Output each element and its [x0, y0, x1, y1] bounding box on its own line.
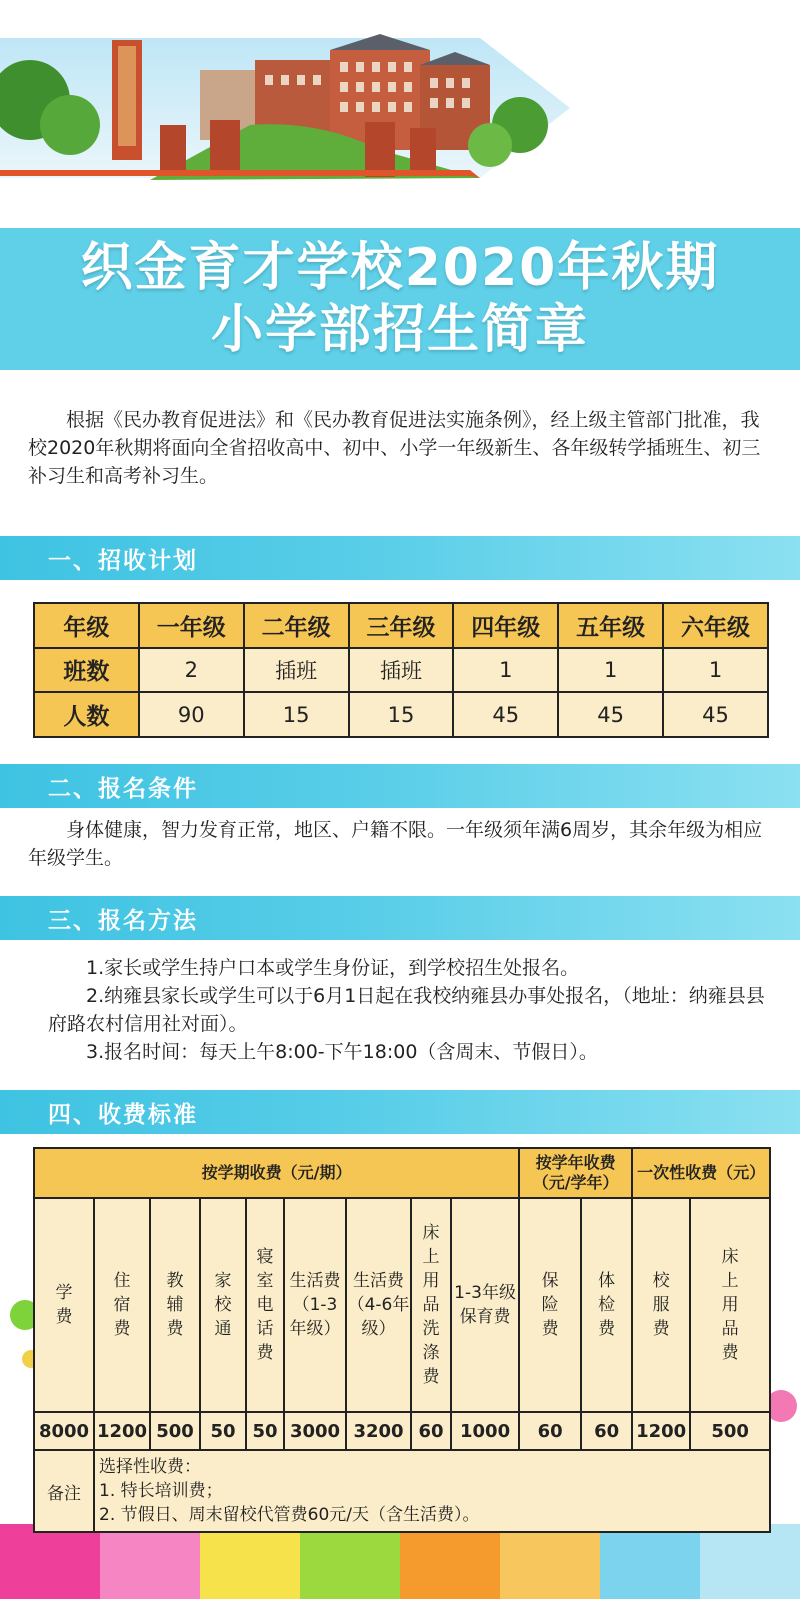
table-cell: 人数: [34, 692, 139, 737]
table-cell: 1: [663, 648, 768, 693]
fee-item-label: 生活费（4-6年级）: [346, 1198, 411, 1412]
section-bar-conditions: [0, 764, 800, 808]
title-band: [0, 228, 800, 370]
fee-item-label: 床上用品费: [721, 1247, 739, 1363]
fee-value: 500: [690, 1412, 770, 1450]
table-row: [34, 692, 768, 737]
fee-note-line: 2. 节假日、周末留校代管费60元/天（含生活费）。: [99, 1505, 480, 1525]
fee-value: 50: [246, 1412, 284, 1450]
fee-item-label: 寝室电话费: [256, 1247, 274, 1363]
fee-note-line: 选择性收费：: [99, 1457, 201, 1477]
fee-group-row: [34, 1148, 770, 1198]
table-cell: 二年级: [244, 603, 349, 648]
section-bar-method: [0, 896, 800, 940]
school-banner-image: [0, 30, 580, 190]
table-cell: 1: [558, 648, 663, 693]
table-cell: 45: [558, 692, 663, 737]
fee-table: [33, 1147, 771, 1533]
stripe: [300, 1524, 400, 1599]
stripe: [600, 1524, 700, 1599]
table-cell: 15: [349, 692, 454, 737]
fee-item-label: 家校通: [214, 1271, 232, 1339]
fee-group-year: 按学年收费（元/学年）: [519, 1148, 632, 1198]
fee-value: 3200: [346, 1412, 411, 1450]
section-title-conditions: 二、报名条件: [48, 775, 198, 802]
page-title-line1: 织金育才学校2020年秋期: [80, 238, 720, 298]
table-cell: 插班: [244, 648, 349, 693]
table-cell: 45: [453, 692, 558, 737]
table-cell: 2: [139, 648, 244, 693]
method-line-2: 2.纳雍县家长或学生可以于6月1日起在我校纳雍县办事处报名，（地址：纳雍县县府路农村信用社对面）。: [48, 985, 765, 1035]
fee-value: 3000: [284, 1412, 346, 1450]
stripe: [400, 1524, 500, 1599]
table-cell: 班数: [34, 648, 139, 693]
table-cell: 插班: [349, 648, 454, 693]
fee-note-label: 备注: [34, 1450, 94, 1532]
table-cell: 四年级: [453, 603, 558, 648]
table-cell: 年级: [34, 603, 139, 648]
fee-value: 500: [150, 1412, 200, 1450]
table-cell: 五年级: [558, 603, 663, 648]
stripe: [500, 1524, 600, 1599]
fee-value-row: [34, 1412, 770, 1450]
method-paragraph: [48, 954, 776, 1066]
conditions-paragraph: [28, 816, 776, 872]
fee-item-label: 保险费: [541, 1271, 559, 1339]
fee-group-once: 一次性收费（元）: [632, 1148, 770, 1198]
table-cell: 15: [244, 692, 349, 737]
table-header-row: [34, 603, 768, 648]
fee-item-label: 校服费: [652, 1271, 670, 1339]
fee-value: 60: [581, 1412, 632, 1450]
method-line-3: 3.报名时间：每天上午8:00-下午18:00（含周末、节假日）。: [86, 1041, 598, 1063]
table-cell: 90: [139, 692, 244, 737]
fee-item-label: 体检费: [598, 1271, 616, 1339]
fee-item-label: 生活费（1-3年级）: [284, 1198, 346, 1412]
stripe: [200, 1524, 300, 1599]
page-title-line2: 小学部招生简章: [210, 300, 589, 360]
enrollment-plan-table: [33, 602, 769, 738]
fee-note-content: [94, 1450, 770, 1532]
fee-value: 60: [411, 1412, 451, 1450]
fee-item-label: 住宿费: [113, 1271, 131, 1339]
section-title-plan: 一、招收计划: [48, 547, 198, 574]
section-title-method: 三、报名方法: [48, 907, 198, 934]
fee-value: 1200: [94, 1412, 150, 1450]
stripe: [700, 1524, 800, 1599]
table-cell: 一年级: [139, 603, 244, 648]
fee-note-line: 1. 特长培训费；: [99, 1481, 223, 1501]
table-cell: 六年级: [663, 603, 768, 648]
fee-item-label: 1-3年级保育费: [451, 1198, 519, 1412]
fee-value: 1200: [632, 1412, 690, 1450]
table-cell: 三年级: [349, 603, 454, 648]
decor-stripes: [0, 1524, 800, 1599]
method-line-1: 1.家长或学生持户口本或学生身份证，到学校招生处报名。: [86, 957, 580, 979]
table-row: [34, 648, 768, 693]
fee-value: 8000: [34, 1412, 94, 1450]
section-bar-plan: [0, 536, 800, 580]
fee-note-row: [34, 1450, 770, 1532]
fee-item-label: 教辅费: [166, 1271, 184, 1339]
stripe: [0, 1524, 100, 1599]
fee-group-semester: 按学期收费（元/期）: [34, 1148, 519, 1198]
conditions-text: 身体健康，智力发育正常，地区、户籍不限。一年级须年满6周岁，其余年级为相应年级学生。: [28, 819, 763, 869]
section-title-fees: 四、收费标准: [48, 1101, 198, 1128]
section-bar-fees: [0, 1090, 800, 1134]
fee-item-label: 学费: [55, 1283, 73, 1327]
intro-text: 根据《民办教育促进法》和《民办教育促进法实施条例》，经上级主管部门批准，我校2020年秋期将面向全省招收高中、初中、小学一年级新生、各年级转学插班生、初三补习生和高考补习生。: [28, 409, 761, 487]
table-cell: 1: [453, 648, 558, 693]
table-cell: 45: [663, 692, 768, 737]
fee-value: 60: [519, 1412, 581, 1450]
fee-item-row: [34, 1198, 770, 1412]
stripe: [100, 1524, 200, 1599]
fee-value: 50: [200, 1412, 246, 1450]
fee-value: 1000: [451, 1412, 519, 1450]
fee-item-label: 床上用品洗涤费: [422, 1223, 440, 1387]
intro-paragraph: [28, 406, 776, 490]
